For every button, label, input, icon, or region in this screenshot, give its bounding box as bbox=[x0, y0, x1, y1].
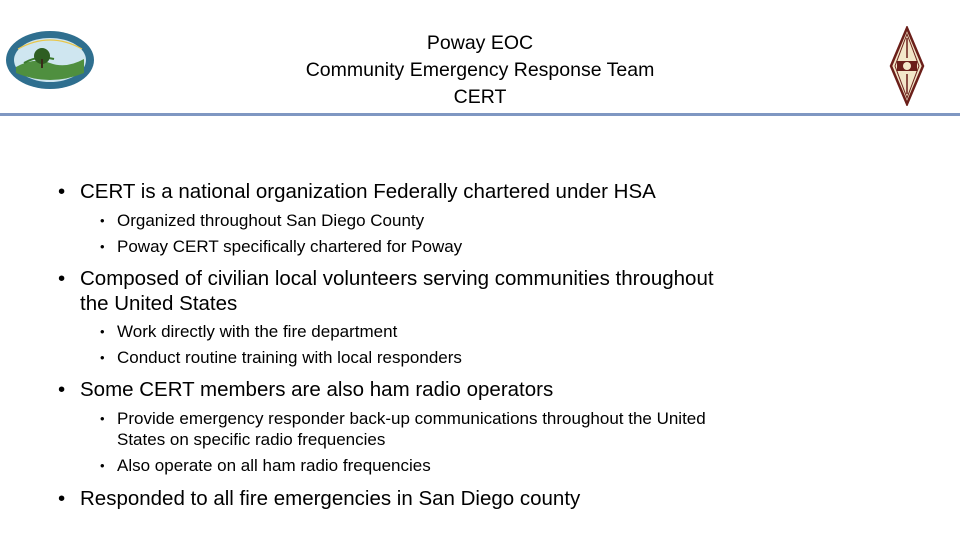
bullet-text: Responded to all fire emergencies in San Diego county bbox=[80, 487, 581, 510]
sub-bullet-text: Also operate on all ham radio frequencies bbox=[117, 456, 431, 475]
bullet-text: the United States bbox=[80, 292, 238, 315]
sub-bullet-text: Provide emergency responder back-up communications throughout the United bbox=[117, 409, 706, 428]
page-title bbox=[200, 30, 760, 111]
bullet-dot-icon: • bbox=[58, 487, 66, 510]
bullet-text: Some CERT members are also ham radio operators bbox=[80, 378, 554, 401]
bullet-dot-icon: • bbox=[58, 378, 66, 401]
bullet-text: Composed of civilian local volunteers serving communities throughout bbox=[80, 267, 714, 290]
bullet-dot-icon: • bbox=[100, 324, 105, 339]
sub-bullet-text: States on specific radio frequencies bbox=[117, 430, 386, 449]
sub-bullet-text: Conduct routine training with local responders bbox=[117, 348, 462, 367]
bullet-dot-icon: • bbox=[100, 458, 105, 473]
bullet-dot-icon: • bbox=[58, 267, 66, 290]
arrl-diamond-logo-icon bbox=[888, 26, 926, 106]
bullet-dot-icon: • bbox=[100, 213, 105, 228]
title-line: CERT bbox=[453, 86, 507, 108]
city-of-poway-seal-icon bbox=[4, 29, 96, 91]
bullet-dot-icon: • bbox=[100, 350, 105, 365]
sub-bullet-text: Organized throughout San Diego County bbox=[117, 211, 425, 230]
bullet-text: CERT is a national organization Federally chartered under HSA bbox=[80, 180, 656, 203]
bullet-dot-icon: • bbox=[100, 239, 105, 254]
bullet-dot-icon: • bbox=[58, 180, 66, 203]
title-line: Community Emergency Response Team bbox=[305, 59, 655, 81]
title-line: Poway EOC bbox=[426, 32, 534, 54]
sub-bullet-text: Poway CERT specifically chartered for Poway bbox=[117, 237, 463, 256]
sub-bullet-text: Work directly with the fire department bbox=[117, 322, 398, 341]
header-divider bbox=[0, 113, 960, 116]
bullet-dot-icon: • bbox=[100, 411, 105, 426]
